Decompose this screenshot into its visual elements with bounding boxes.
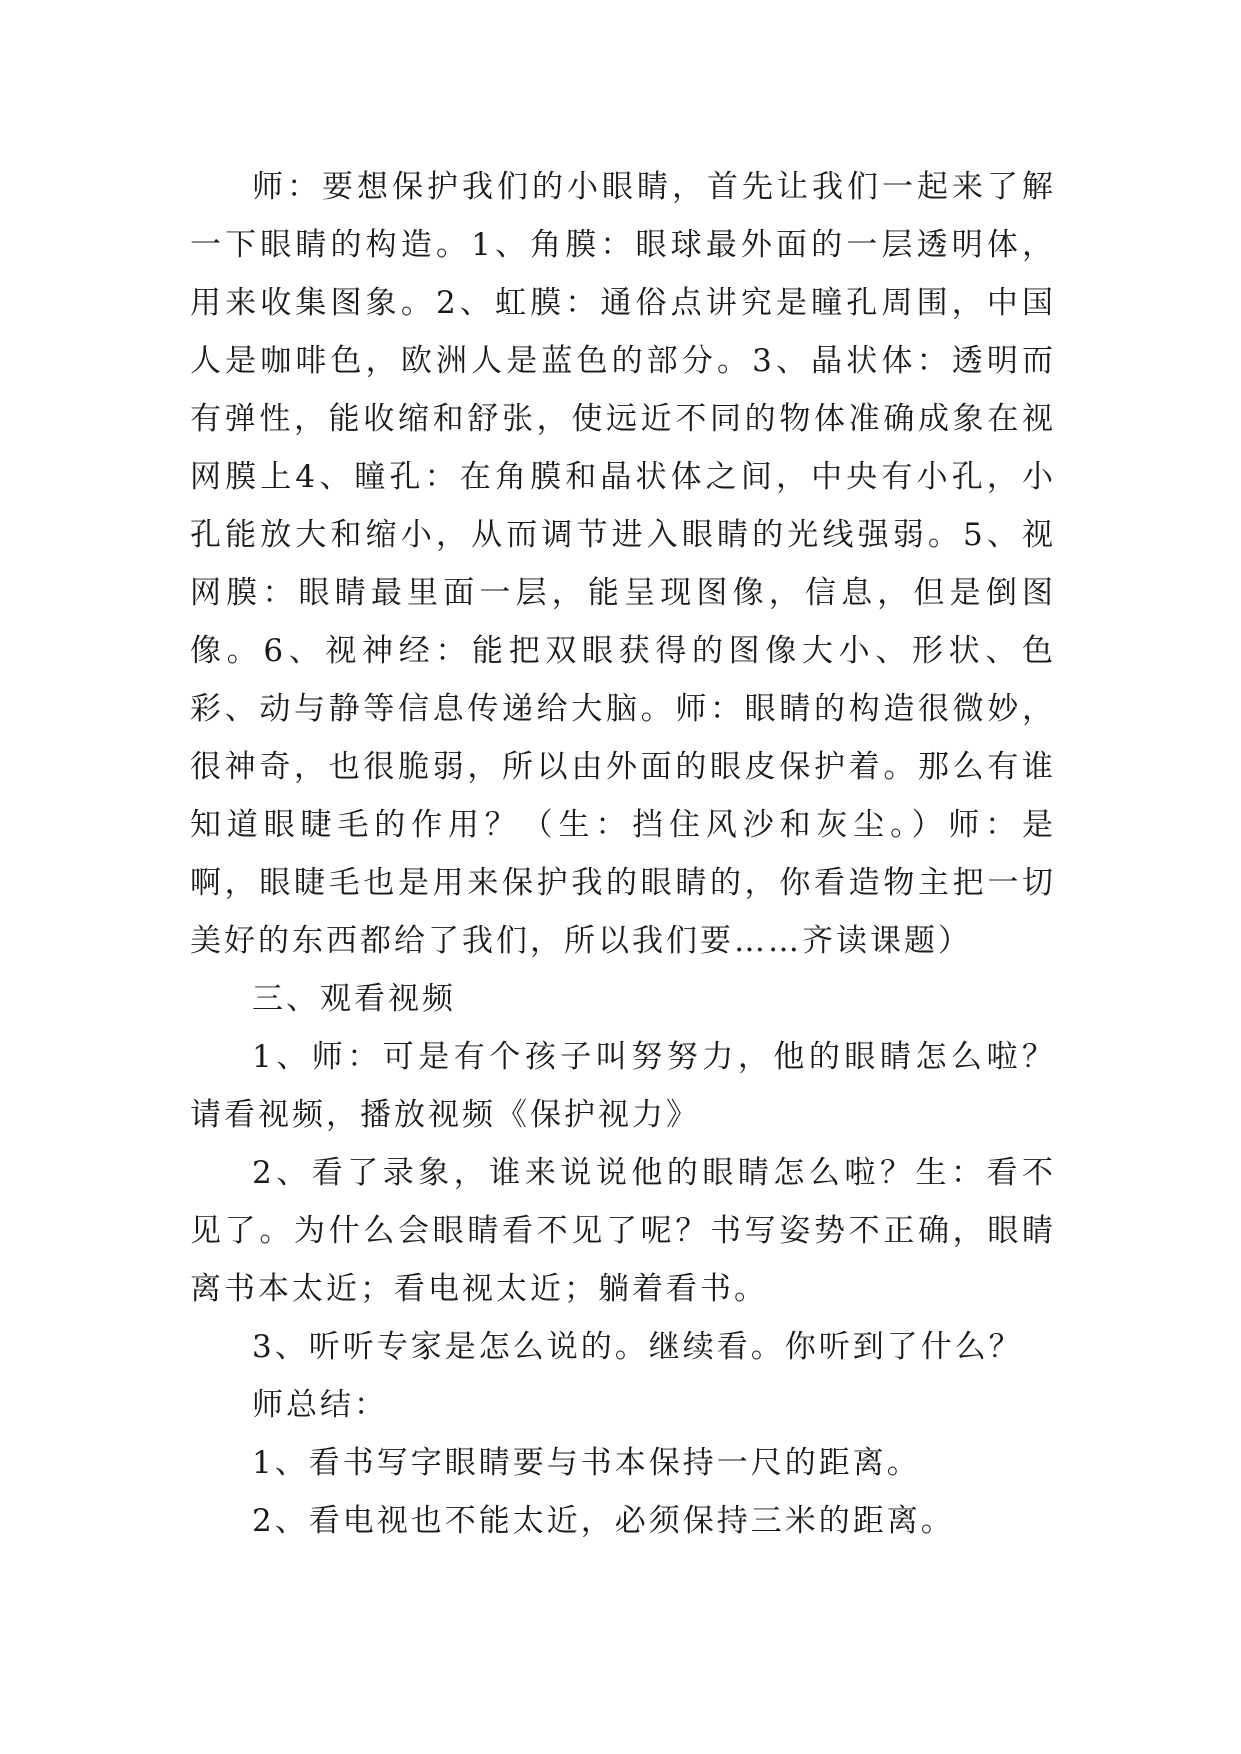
paragraph-eye-structure: 师：要想保护我们的小眼睛，首先让我们一起来了解一下眼睛的构造。1、角膜：眼球最外面的一层透明体，用来收集图象。2、虹膜：通俗点讲究是瞳孔周围，中国人是咖啡色，欧洲人是蓝色的部分。3、晶状体：透明而有弹性，能收缩和舒张，使远近不同的物体准确成象在视网膜上4、瞳孔：在角膜和晶状体之间，中央有小孔，小孔能放大和缩小，从而调节进入眼睛的光线强弱。5、视网膜：眼睛最里面一层，能呈现图像，信息，但是倒图像。6、视神经：能把双眼获得的图像大小、形状、色彩、动与静等信息传递给大脑。师：眼睛的构造很微妙，很神奇，也很脆弱，所以由外面的眼皮保护着。那么有谁知道眼睫毛的作用？（生：挡住风沙和灰尘。）师：是啊，眼睫毛也是用来保护我的眼睛的，你看造物主把一切美好的东西都给了我们，所以我们要……齐读课题） — [190, 169, 1056, 959]
paragraph-item-2: 2、看了录象，谁来说说他的眼睛怎么啦？生：看不见了。为什么会眼睛看不见了呢？书写姿势不正确，眼睛离书本太近；看电视太近；躺着看书。 — [190, 1155, 1056, 1307]
document-body — [190, 158, 1056, 1550]
section-heading-watch-video: 三、观看视频 — [252, 981, 456, 1017]
summary-item-2: 2、看电视也不能太近，必须保持三米的距离。 — [252, 1503, 955, 1539]
paragraph-item-3: 3、听听专家是怎么说的。继续看。你听到了什么？ — [252, 1329, 1023, 1365]
summary-heading: 师总结： — [252, 1387, 388, 1423]
summary-item-1: 1、看书写字眼睛要与书本保持一尺的距离。 — [252, 1445, 921, 1481]
paragraph-item-1: 1、师：可是有个孩子叫努努力，他的眼睛怎么啦？请看视频，播放视频《保护视力》 — [190, 1039, 1056, 1133]
